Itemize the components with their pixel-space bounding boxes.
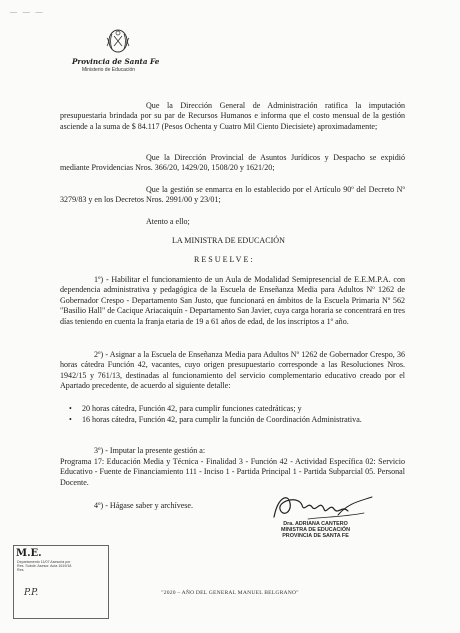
signatory-province: PROVINCIA DE SANTA FE	[282, 533, 349, 540]
paragraph-decree: Que la gestión se enmarca en lo establecido por el Artículo 90º del Decreto Nº 3279/83 y en los Decretos Nros. 2991/00 y 23/01;	[60, 185, 405, 205]
stamp-text: Departamento 11/07 Asesoria por Res. Subdir. Asesor. Acta 1619/18 Res.	[17, 560, 72, 573]
resuelve-heading: RESUELVE:	[194, 255, 255, 264]
registry-stamp	[13, 545, 109, 619]
article-2-bullet-2: 16 horas cátedra, Función 42, para cumplir la función de Coordinación Administrativa.	[82, 415, 362, 424]
province-heading: Provincia de Santa Fe	[72, 57, 160, 66]
article-3: 3º) - Imputar la presente gestión a:	[94, 446, 206, 455]
stamp-initials: P.P.	[24, 588, 39, 598]
signatory-role: MINISTRA DE EDUCACIÓN	[281, 527, 350, 534]
year-motto-footer: "2020 – AÑO DEL GENERAL MANUEL BELGRANO"	[161, 590, 299, 596]
bullet-icon: •	[69, 404, 72, 413]
ministry-heading: Ministerio de Educación	[82, 67, 136, 73]
article-1: 1º) - Habilitar el funcionamiento de un Aula de Modalidad Semipresencial de E.E.M.P.A. con dependencia administrativa y pedagógica de la Escuela de Enseñanza Media para Adultos Nº 1262 de Gobernador Crespo - Departamento San Justo, que funcionará en ámbitos de la Escuela Primaria Nº 562 "Basilio Hall" de Cacique Ariacaiquín - Departamento San Javier, cuya carga horaria se concentrará en tres días teniendo en cuenta la franja etaria de 19 a 61 años de edad, de los inscriptos a 1º año.	[60, 275, 405, 326]
handwritten-signature	[268, 487, 378, 525]
paragraph-atento: Atento a ello;	[146, 217, 190, 226]
article-2: 2º) - Asignar a la Escuela de Enseñanza Media para Adultos Nº 1262 de Gobernador Crespo, 36 horas cátedra Función 42, vacantes, cuyo origen presupuestario corresponde a las Resoluciones Nros. 1942/15 y 761/13, destinadas al funcionamiento del servicio complementario educativo creado por el Apartado precedente, de acuerdo al siguiente detalle:	[60, 350, 405, 391]
signature-block	[258, 521, 373, 540]
provincial-seal-icon	[103, 26, 133, 56]
paragraph-budget: Que la Dirección General de Administración ratifica la imputación presupuestaria brindada por su par de Recursos Humanos e informa que el costo mensual de la gestión asciende a la suma de $ 84.117 (Pesos Ochenta y Cuatro Mil Ciento Diecisiete) aproximadamente;	[60, 101, 405, 131]
top-edge-mark: — — —	[10, 8, 45, 16]
article-3-detail: Programa 17: Educación Media y Técnica - Finalidad 3 - Función 42 - Actividad Específica 02: Servicio Educativo - Fuente de Financiamiento 111 - Inciso 1 - Partida Principal 1 - Partida Subparcial 05. Personal Docente.	[60, 457, 405, 487]
article-4: 4º) - Hágase saber y archívese.	[94, 501, 194, 510]
resolution-authority: LA MINISTRA DE EDUCACIÓN	[172, 236, 285, 245]
paragraph-legal-affairs: Que la Dirección Provincial de Asuntos Jurídicos y Despacho se expidió mediante Providencias Nros. 366/20, 1429/20, 1508/20 y 1621/20;	[60, 153, 405, 173]
stamp-mark: M.E.	[16, 548, 42, 559]
article-2-bullet-1: 20 horas cátedra, Función 42, para cumplir funciones catedráticas; y	[82, 404, 302, 413]
signatory-name: Dra. ADRIANA CANTERO	[283, 521, 348, 527]
bullet-icon: •	[69, 415, 72, 424]
